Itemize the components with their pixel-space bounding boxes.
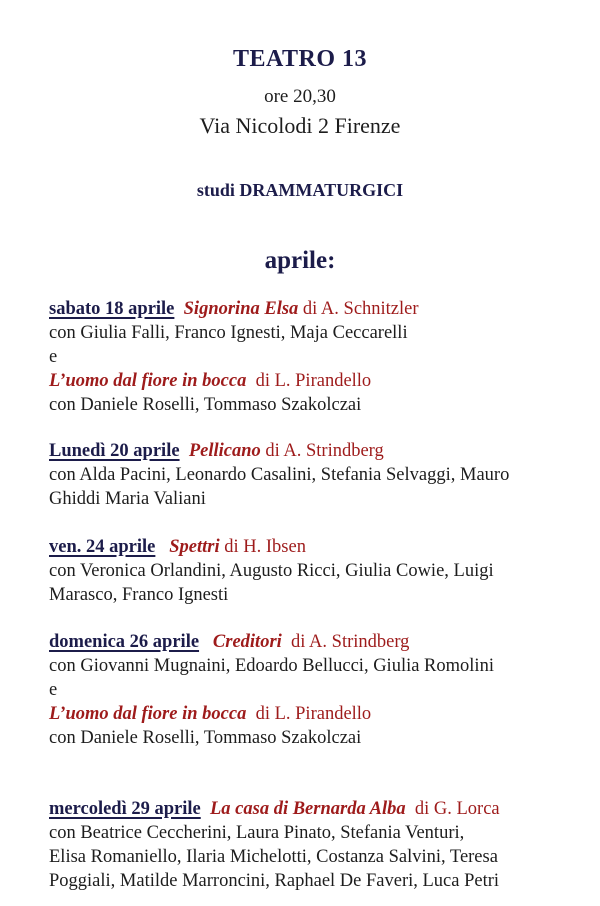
play-title: Pellicano [188,441,261,461]
cast-list-continued: Ghiddi Maria Valiani [49,489,206,509]
event-date: mercoledì 29 aprile [49,799,201,819]
play-title: Creditori [212,632,282,652]
cast-list-continued: Elisa Romaniello, Ilaria Michelotti, Costanza Salvini, Teresa [49,847,498,867]
theater-name: TEATRO 13 [232,46,368,72]
cast-list: con Alda Pacini, Leonardo Casalini, Stefania Selvaggi, Mauro [49,465,510,485]
event-entry [49,630,579,750]
event-date: Lunedì 20 aprile [49,441,180,461]
event-entry [49,797,579,893]
month-heading: aprile: [264,247,336,274]
play-author: di H. Ibsen [224,537,306,557]
play-author: di L. Pirandello [255,704,372,724]
event-date: ven. 24 aprile [49,537,156,557]
play-author: di A. Strindberg [265,441,384,461]
conjunction: e [49,680,58,700]
play-author: di A. Schnitzler [302,299,419,319]
event-heading-line [49,702,579,726]
play-author: di A. Strindberg [291,632,410,652]
play-author: di G. Lorca [414,799,500,819]
cast-list: con Giovanni Mugnaini, Edoardo Bellucci, Giulia Romolini [49,656,494,676]
event-date: sabato 18 aprile [49,299,175,319]
event-heading-line [49,797,579,821]
cast-list: con Giulia Falli, Franco Ignesti, Maja Ceccarelli [49,323,408,343]
event-entry [49,297,579,417]
play-title: La casa di Bernarda Alba [209,799,406,819]
play-title: L’uomo dal fiore in bocca [49,371,247,391]
cast-list-continued: Poggiali, Matilde Marroncini, Raphael De Faveri, Luca Petri [49,871,500,891]
cast-list: con Veronica Orlandini, Augusto Ricci, Giulia Cowie, Luigi [49,561,494,581]
event-heading-line [49,630,579,654]
event-heading-line [49,439,579,463]
cast-list: con Daniele Roselli, Tommaso Szakolczai [49,728,362,748]
event-heading-line [49,535,579,559]
event-entry [49,535,579,607]
event-date: domenica 26 aprile [49,632,200,652]
cast-list-continued: Marasco, Franco Ignesti [49,585,229,605]
play-title: Spettri [169,537,220,557]
event-heading-line [49,297,579,321]
play-title: Signorina Elsa [183,299,299,319]
play-author: di L. Pirandello [255,371,372,391]
venue-address: Via Nicolodi 2 Firenze [199,113,401,138]
event-heading-line [49,369,579,393]
conjunction: e [49,347,58,367]
cast-list: con Beatrice Ceccherini, Laura Pinato, Stefania Venturi, [49,823,465,843]
show-time: ore 20,30 [264,86,336,107]
cast-list: con Daniele Roselli, Tommaso Szakolczai [49,395,362,415]
event-entry [49,439,579,511]
series-title: studi DRAMMATURGICI [196,180,404,200]
play-title: L’uomo dal fiore in bocca [49,704,247,724]
